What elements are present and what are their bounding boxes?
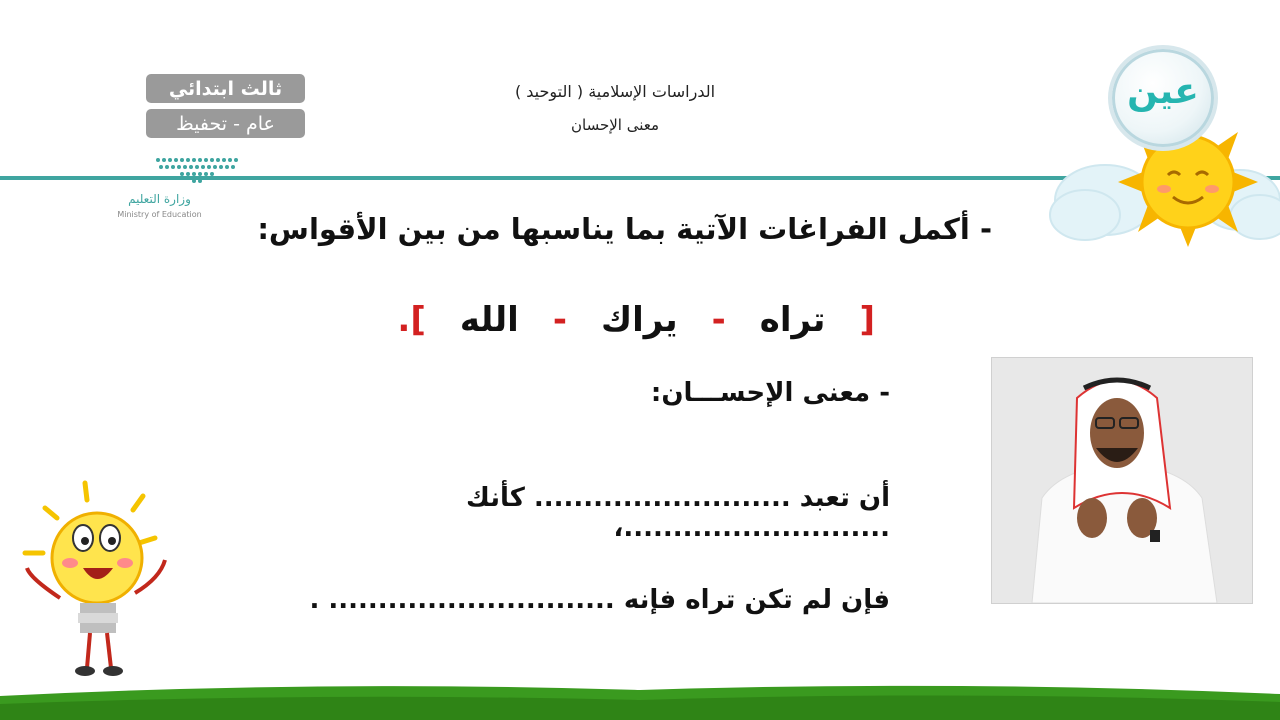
lesson-title: معنى الإحسان xyxy=(570,116,660,134)
open-bracket: [ xyxy=(859,300,875,340)
word-option-1: تراه xyxy=(759,300,826,340)
word-option-2: يراك xyxy=(600,300,678,340)
word-bank xyxy=(355,300,875,340)
fill-in-sentence-1: أن تعبد .......................... كأنك ...........................، xyxy=(466,483,890,543)
lightbulb-mascot-icon xyxy=(15,478,180,678)
track-badge: عام - تحفيظ xyxy=(146,109,305,138)
instruction-text: - أكمل الفراغات الآتية بما يناسبها من بين الأقواس: xyxy=(257,212,992,246)
fill-in-sentence-2: فإن لم تكن تراه فإنه ............................. . xyxy=(309,585,890,615)
ministry-logo xyxy=(112,152,247,224)
word-option-3: الله xyxy=(459,300,519,340)
word-separator-2: - xyxy=(552,300,567,340)
interpreter-video[interactable] xyxy=(991,357,1253,604)
interpreter-figure xyxy=(992,358,1252,603)
channel-logo-text: عين xyxy=(1127,71,1199,112)
close-bracket: ]. xyxy=(397,300,426,340)
grade-badge: ثالث ابتدائي xyxy=(146,74,305,103)
subject-title: الدراسات الإسلامية ( التوحيد ) xyxy=(514,82,716,101)
ministry-emblem-icon xyxy=(112,152,247,192)
ministry-name-arabic: وزارة التعليم xyxy=(128,192,191,206)
channel-logo xyxy=(1108,45,1218,151)
meaning-heading: - معنى الإحســـان: xyxy=(650,378,890,408)
word-separator-1: - xyxy=(711,300,726,340)
ministry-name-english: Ministry of Education xyxy=(117,210,202,219)
grass-footer xyxy=(0,676,1280,720)
